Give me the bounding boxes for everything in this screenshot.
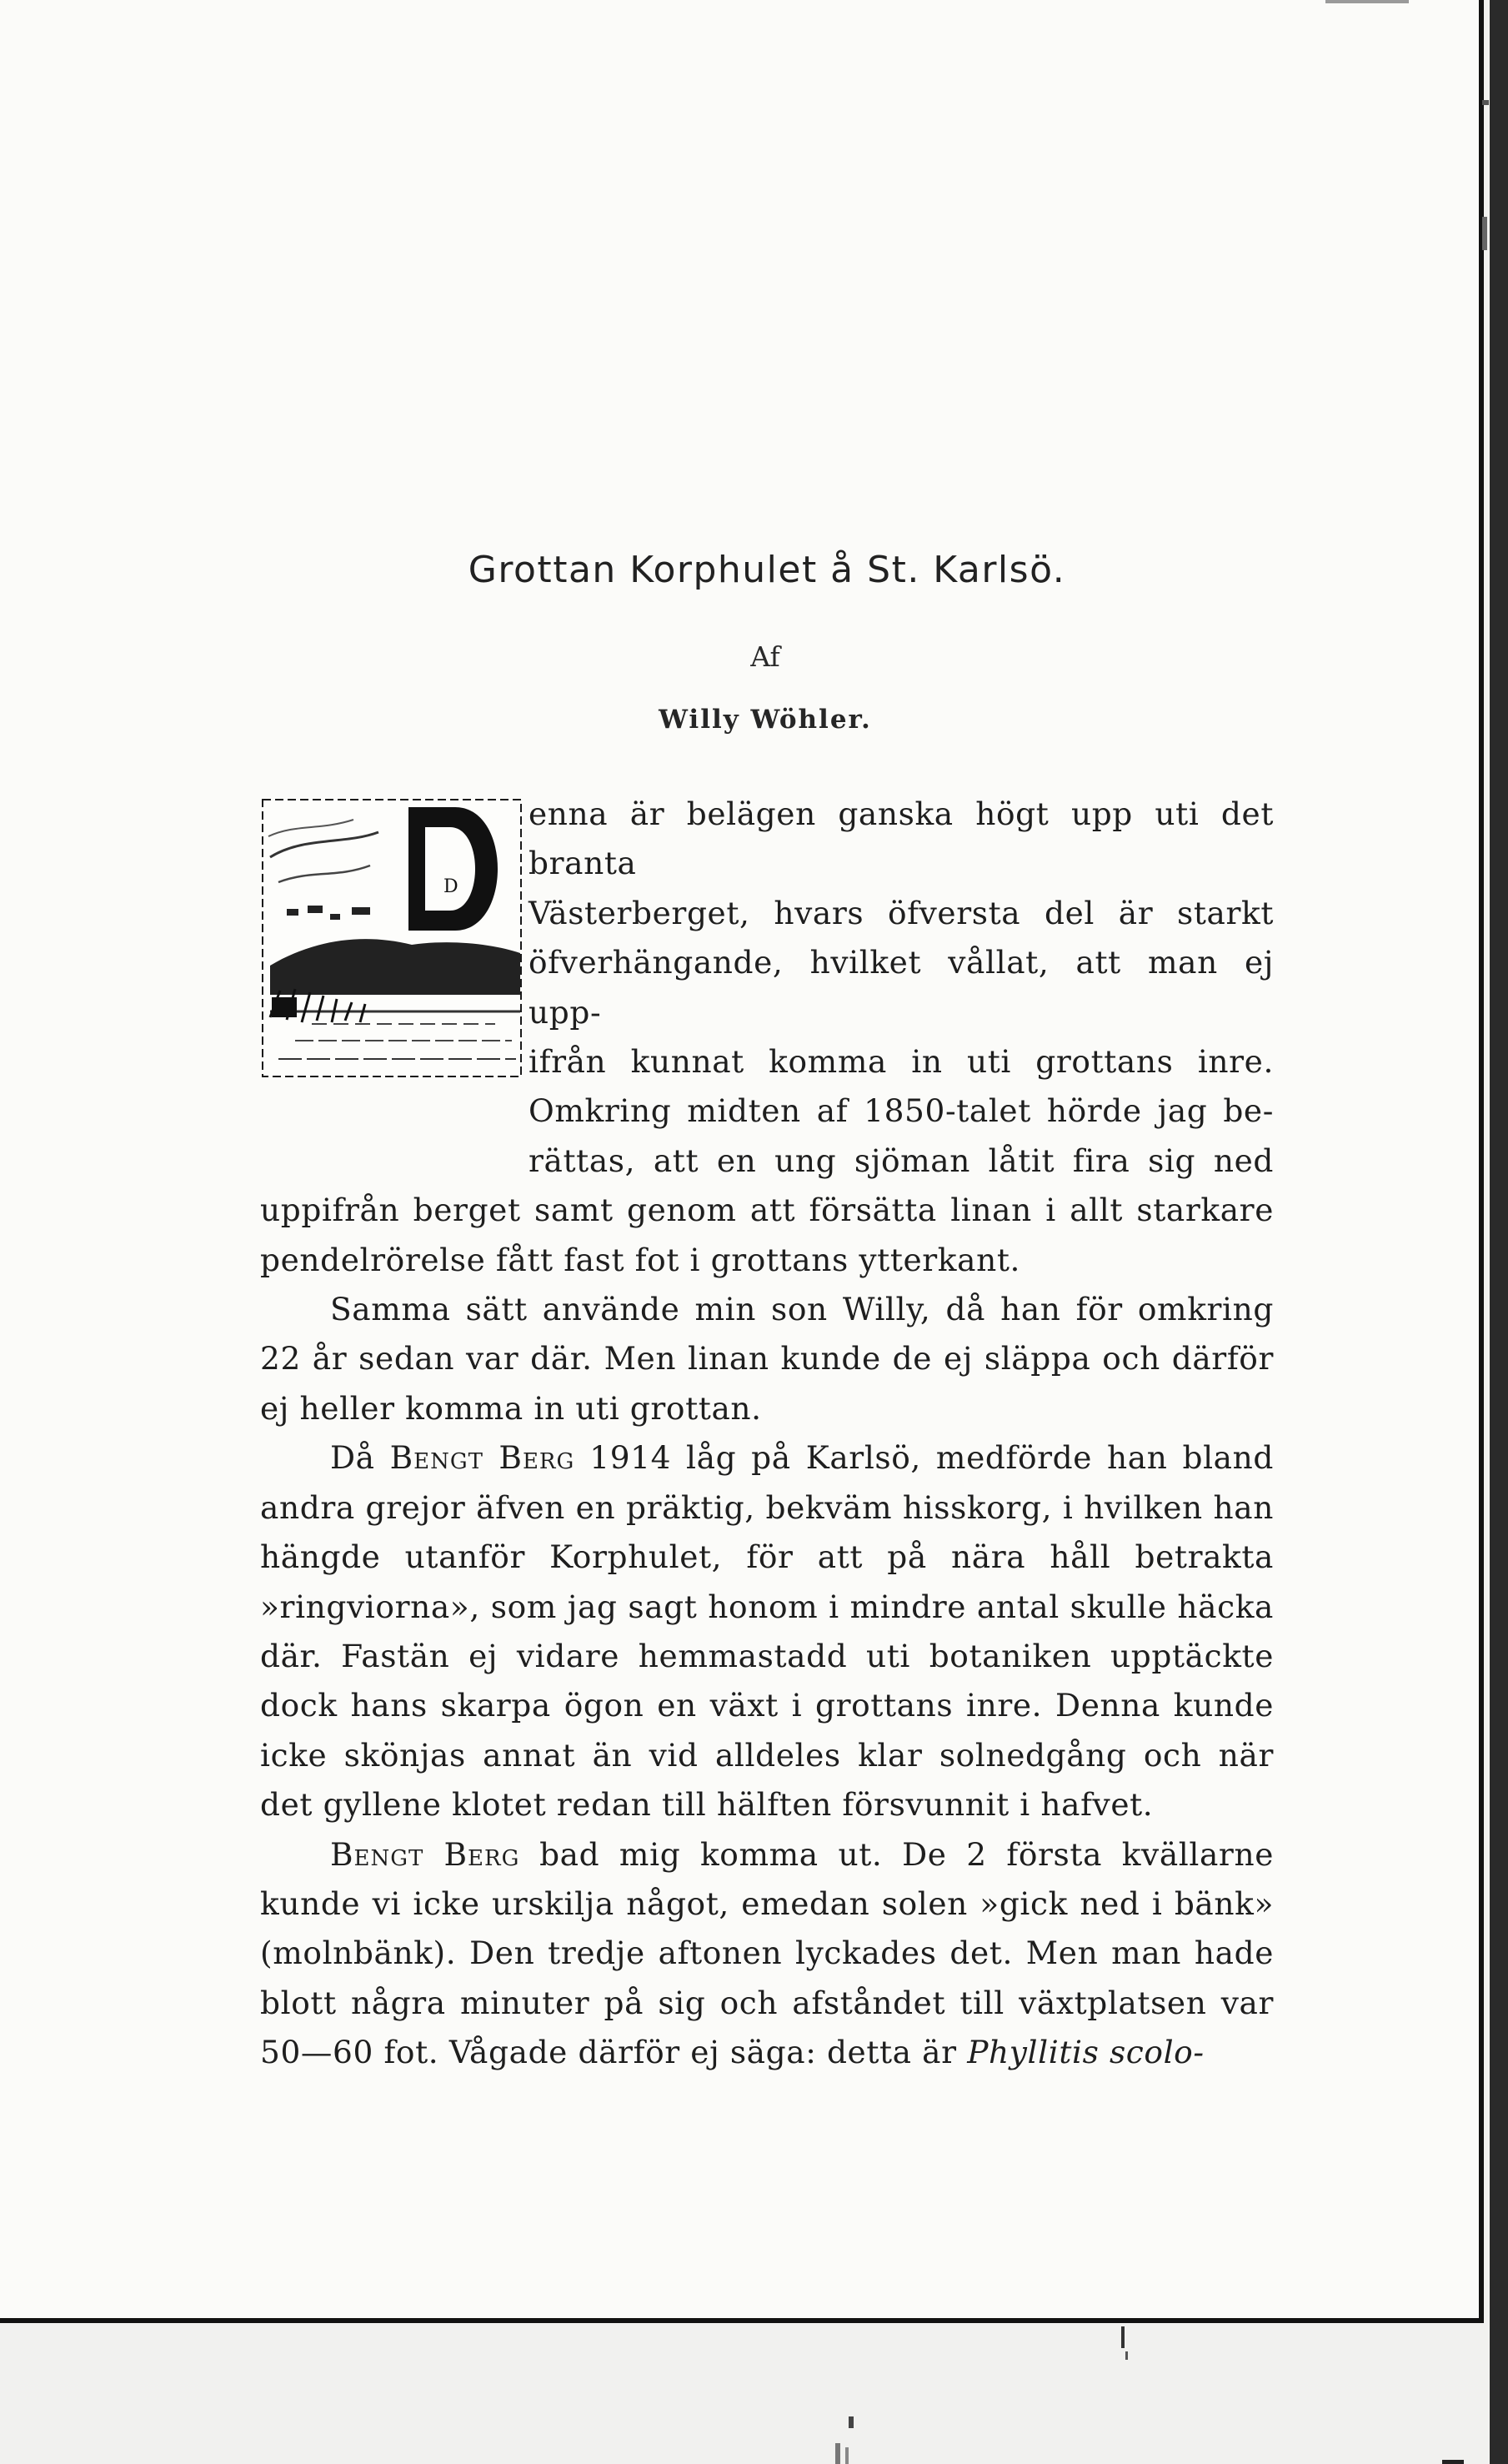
paragraph-3-text: 1914 låg på Karlsö, medförde han bland andra grejor äfven en präktig, bekväm hisskorg, i hvilken han hängde utanför Korphulet, för att på nära håll betrakta »ringviorna», som jag sagt honom i mindre antal skulle häcka där. Fastän ej vidare hemmastadd uti botaniken upptäckte dock hans skarpa ögon en växt i grottans inre. Denna kunde icke skönjas annat än vid alldeles klar solnedgång och när det gyllene klotet redan till hälften försvunnit i hafvet. (260, 1439, 1274, 1824)
paragraph-2: Samma sätt använde min son Willy, då han för omkring 22 år sedan var där. Men linan kunde de ej släppa och därför ej heller komma in uti grottan. (260, 1291, 1274, 1427)
paragraph-3-start: Då (330, 1439, 375, 1477)
intro-line: rättas, att en ung sjöman låtit fira sig ned (529, 1142, 1274, 1179)
intro-line: enna är belägen ganska högt upp uti det branta (529, 795, 1274, 882)
intro-line: ifrån kunnat komma in uti grottans inre. (529, 1043, 1274, 1081)
person-name: Bengt Berg (330, 1835, 520, 1873)
byline-prefix: Af (750, 640, 780, 673)
intro-line: öfverhängande, hvilket vållat, att man ej upp- (529, 944, 1274, 1031)
paragraph-1-continued: uppifrån berget samt genom att försätta linan i allt starkare pendelrörelse fått fast fot i grottans ytterkant. (260, 1192, 1274, 1278)
scan-edge-strip (1490, 0, 1508, 2464)
paragraph-3 (260, 1433, 1274, 1829)
intro-line: Omkring midten af 1850-talet hörde jag be- (529, 1092, 1274, 1130)
drop-cap-letter: D (443, 876, 458, 897)
byline-author: Willy Wöhler. (659, 705, 872, 735)
page-title: Grottan Korphulet å St. Karlsö. (468, 549, 1066, 591)
intro-line: Västerberget, hvars öfversta del är starkt (529, 894, 1274, 931)
person-name: Bengt Berg (389, 1439, 575, 1477)
paragraph-4 (260, 1830, 1274, 2078)
species-name: Phyllitis scolo- (967, 2034, 1205, 2071)
paragraph-4-text: bad mig komma ut. De 2 första kvällarne kunde vi icke urskilja något, emedan solen »gick ned i bänk» (molnbänk). Den tredje aftonen lyckades det. Men man hade blott några minuter på sig och afståndet till växtplatsen var 50—60 fot. Vågade därför ej säga: detta är (260, 1835, 1275, 2071)
article-body (260, 790, 1274, 2078)
